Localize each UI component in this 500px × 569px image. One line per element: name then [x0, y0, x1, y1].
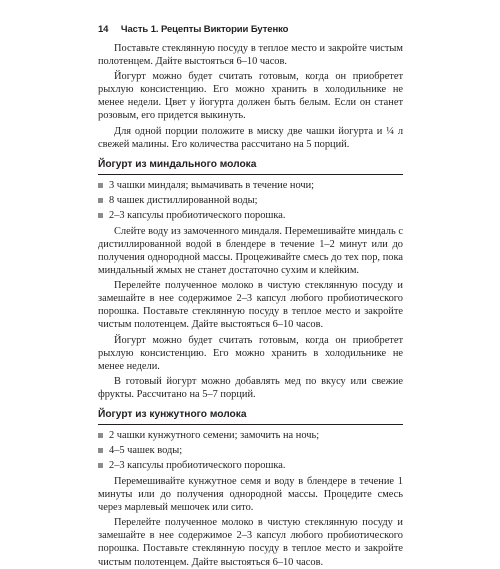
recipe-paragraph: Перемешивайте кунжутное семя и воду в блендере в течение 1 минуты или до получения однородной массы. Процедите смесь через марлевый мешочек или сито.	[98, 475, 403, 514]
recipe-paragraph: Йогурт можно будет считать готовым, когда он приобретет рыхлую консистенцию. Его можно хранить в холодильнике не менее недели.	[98, 334, 403, 372]
ingredient-text: 2–3 капсулы пробиотического порошка.	[109, 459, 286, 471]
intro-paragraph: Для одной порции положите в миску две чашки йогурта и ¼ л свежей малины. Его количества рассчитано на 5 порций.	[98, 125, 403, 150]
recipe-paragraph: Слейте воду из замоченного миндаля. Перемешивайте миндаль с дистиллированной водой в блендере в течение 1–2 минут или до получения однородной массы. Процеживайте смесь до тех пор, пока миндальный жмых не станет достаточно сухим и клейким.	[98, 225, 403, 277]
ingredient-item	[98, 445, 403, 457]
ingredient-item	[98, 460, 403, 472]
ingredient-text: 4–5 чашек воды;	[109, 444, 183, 456]
intro-paragraph: Йогурт можно будет считать готовым, когда он приобретет рыхлую консистенцию. Его можно хранить в холодильнике не менее недели. Цвет у йогурта должен быть белым. Если он станет розовым, его придется выкинуть.	[98, 71, 403, 122]
ingredient-text: 3 чашки миндаля; вымачивать в течение ночи;	[109, 179, 315, 191]
recipe-paragraph: В готовый йогурт можно добавлять мед по вкусу или свежие фрукты. Рассчитано на 5–7 порций.	[98, 375, 403, 400]
recipe-paragraph: Перелейте полученное молоко в чистую стеклянную посуду и замешайте в нее содержимое 2–3 капсул любого пробиотического порошка. Поставьте стеклянную посуду в теплое место и закройте чистым полотенцем. Дайте выстояться 6–10 часов.	[98, 280, 403, 331]
ingredient-item	[98, 210, 403, 222]
square-bullet-icon	[98, 433, 103, 438]
ingredient-text: 8 чашек дистиллированной воды;	[109, 194, 258, 206]
square-bullet-icon	[98, 448, 103, 453]
square-bullet-icon	[98, 213, 103, 218]
ingredient-item	[98, 180, 403, 192]
ingredient-item	[98, 195, 403, 207]
ingredient-item	[98, 430, 403, 442]
running-header	[98, 24, 398, 35]
square-bullet-icon	[98, 198, 103, 203]
page-number: 14	[98, 24, 109, 35]
page-body	[98, 42, 403, 569]
ingredient-list-almond	[98, 180, 403, 222]
intro-paragraph: Поставьте стеклянную посуду в теплое место и закройте чистым полотенцем. Дайте выстояться 6–10 часов.	[98, 43, 403, 68]
recipe-paragraph: Перелейте полученное молоко в чистую стеклянную посуду и замешайте в нее содержимое 2–3 капсул любого пробиотического порошка. Поставьте стеклянную посуду в теплое место и закройте чистым полотенцем. Дайте выстояться 6–10 часов.	[98, 517, 403, 568]
ingredient-list-sesame	[98, 430, 403, 472]
recipe-heading-almond: Йогурт из миндального молока	[98, 159, 403, 175]
running-title: Часть 1. Рецепты Виктории Бутенко	[120, 24, 289, 35]
ingredient-text: 2–3 капсулы пробиотического порошка.	[109, 209, 286, 221]
square-bullet-icon	[98, 463, 103, 468]
ingredient-text: 2 чашки кунжутного семени; замочить на ночь;	[109, 429, 320, 441]
recipe-heading-sesame: Йогурт из кунжутного молока	[98, 409, 403, 425]
square-bullet-icon	[98, 183, 103, 188]
